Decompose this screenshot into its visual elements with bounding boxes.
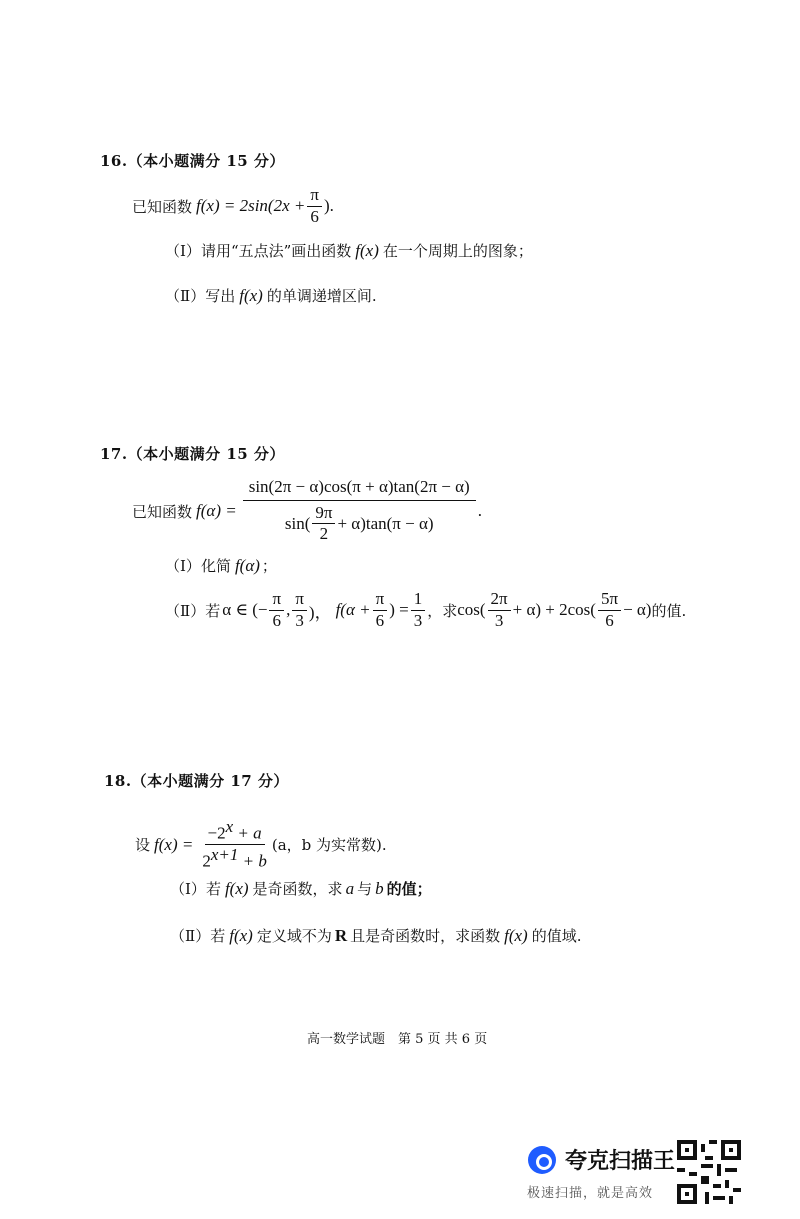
watermark-subtitle: 极速扫描，就是高效 [527, 1186, 654, 1201]
q17-part1: （Ⅰ） 化简 f(α) ； [165, 555, 277, 575]
q18-fraction: $\frac{-2^x + a}{2^{x+1} + b}$ [202, 817, 267, 871]
q18-part1: （Ⅰ） 若 f(x) 是奇函数，求 a 与 b 的值； [170, 878, 432, 898]
q17-intro-prefix: 已知函数 [132, 502, 193, 521]
q16-heading: 16.（本小题满分 15 分） [100, 152, 285, 170]
scanner-watermark [525, 1140, 775, 1206]
q17-fraction-pi-3: $\frac{\pi}{3}$ [292, 590, 307, 630]
q17-numerator: sin(2π − α)cos(π + α)tan(2π − α) [243, 478, 476, 501]
q17-intro: 已知函数 f(α) = sin(2π − α)cos(π + α)tan(2π − α) sin( $\frac{9\pi}{2}$ + α)tan(π − α) . [132, 477, 482, 544]
q17-fraction-1-3: $\frac{1}{3}$ [411, 590, 426, 630]
q18-intro: 设 f(x) = $\frac{-2^x + a}{2^{x+1} + b}$ (a，b 为实常数). [135, 817, 387, 871]
q17-fraction-5pi-6: $\frac{5\pi}{6}$ [598, 590, 621, 630]
q16-part1: （Ⅰ） 请用“五点法”画出函数 f(x) 在一个周期上的图象； [165, 240, 533, 260]
q18-part2: （Ⅱ） 若 f(x) 定义域不为 R 且是奇函数时，求函数 f(x) 的值域. [170, 925, 582, 945]
page-footer: 高一数学试题 第 5 页 共 6 页 [307, 1032, 488, 1047]
q17-fraction-9pi-2: $\frac{9\pi}{2}$ [312, 504, 335, 544]
q18-heading: 18.（本小题满分 17 分） [104, 772, 289, 790]
q17-function: f(α) = [196, 501, 237, 521]
q16-fraction-pi-6: $\frac{\pi}{6}$ [307, 186, 322, 226]
watermark-title: 夸克扫描王 [565, 1149, 676, 1174]
q17-part2: （Ⅱ） 若 α ∈ (− $\frac{\pi}{6}$ , $\frac{\pi}{3}$ )， f(α + $\frac{\pi}{6}$ ) = $\frac{1}{3}$ ，求 cos( $\frac{2\pi}{3}$ + α) + 2cos( $\frac{5\pi}{6}$ − α) 的值. [165, 589, 687, 630]
q18-function: f(x) = [154, 834, 194, 854]
q16-intro: 已知函数 f(x) = 2sin(2x + $\frac{\pi}{6}$ ) . [132, 185, 334, 226]
q17-denominator: sin( $\frac{9\pi}{2}$ + α)tan(π − α) [284, 502, 434, 544]
qr-code-icon [677, 1140, 741, 1204]
q16-intro-prefix: 已知函数 [132, 197, 193, 216]
q17-fraction-pi-6-b: $\frac{\pi}{6}$ [373, 590, 388, 630]
q17-big-fraction [243, 478, 476, 544]
q17-heading: 17.（本小题满分 15 分） [100, 445, 285, 463]
q16-part2: （Ⅱ） 写出 f(x) 的单调递增区间. [165, 285, 377, 305]
quark-logo-icon [528, 1146, 556, 1174]
q17-fraction-2pi-3: $\frac{2\pi}{3}$ [488, 590, 511, 630]
q16-function: f(x) = 2sin(2x + [196, 196, 306, 216]
q17-fraction-pi-6-a: $\frac{\pi}{6}$ [269, 590, 284, 630]
